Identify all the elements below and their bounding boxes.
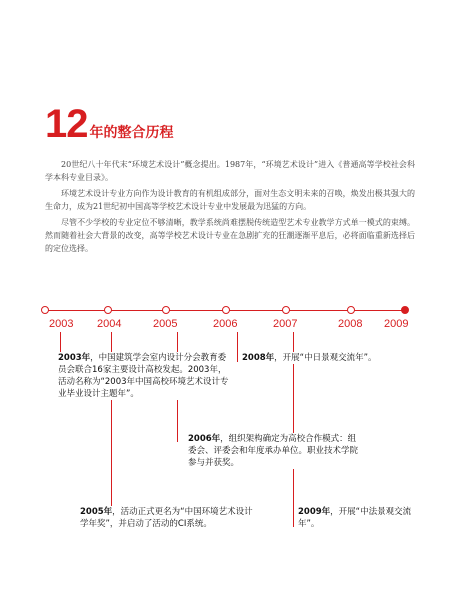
event-text: ，开展“中法景观交流年”。 [298, 507, 412, 529]
timeline-year: 2003 [49, 318, 74, 330]
event-2008 [242, 352, 412, 364]
title-text: 年的整合历程 [89, 125, 174, 141]
page-title [45, 104, 174, 144]
event-2006 [188, 433, 358, 469]
event-year: 2008年 [242, 353, 275, 363]
event-year: 2006年 [188, 434, 221, 444]
event-year: 2003年 [58, 353, 91, 363]
timeline-dot [222, 306, 230, 314]
timeline-dot [282, 306, 290, 314]
timeline-year: 2005 [153, 318, 178, 330]
intro-text [45, 158, 415, 258]
timeline-dot [104, 306, 112, 314]
intro-paragraph: 环境艺术设计专业方向作为设计教育的有机组成部分，面对生态文明未来的召唤，焕发出极其强大的生命力，成为21世纪初中国高等学校艺术设计专业中发展最为迅猛的方向。 [45, 189, 415, 211]
timeline-year: 2009 [384, 318, 409, 330]
event-text: ，组织架构确定为高校合作模式：组委会、评委会和年度承办单位。职业技术学院参与并获奖。 [188, 434, 359, 468]
intro-paragraph: 20世纪八十年代末“环境艺术设计”概念提出。1987年，“环境艺术设计”进入《普通高等学校社会科学本科专业目录》。 [45, 160, 415, 182]
timeline-year: 2004 [97, 318, 122, 330]
title-number: 12 [45, 102, 88, 146]
event-text: ，中国建筑学会室内设计分会教育委员会联合16家主要设计高校发起。2003年，活动名称为“2003年中国高校环境艺术设计专业毕业设计主题年”。 [58, 353, 229, 399]
event-text: ，开展“中日景观交流年”。 [274, 353, 377, 363]
timeline-year: 2006 [213, 318, 238, 330]
timeline-end-dot [401, 306, 409, 314]
timeline-year: 2007 [273, 318, 298, 330]
event-2003 [58, 352, 233, 400]
intro-paragraph: 尽管不少学校的专业定位不够清晰，教学系统尚难摆脱传统造型艺术专业教学方式单一模式的束缚。然而随着社会大背景的改变，高等学校艺术设计专业在急剧扩充的狂潮逐渐平息后，必将面临重新选择后的定位选择。 [45, 218, 415, 253]
timeline-year: 2008 [338, 318, 363, 330]
timeline-dot [347, 306, 355, 314]
connector-line [60, 332, 61, 354]
event-2009 [298, 506, 413, 530]
event-year: 2005年 [80, 507, 113, 517]
event-2005 [80, 506, 260, 530]
timeline-dot [162, 306, 170, 314]
event-text: ，活动正式更名为“中国环境艺术设计学年奖”，并启动了活动的CI系统。 [80, 507, 253, 529]
event-year: 2009年 [298, 507, 331, 517]
timeline-dot [41, 306, 49, 314]
connector-line [237, 332, 238, 362]
